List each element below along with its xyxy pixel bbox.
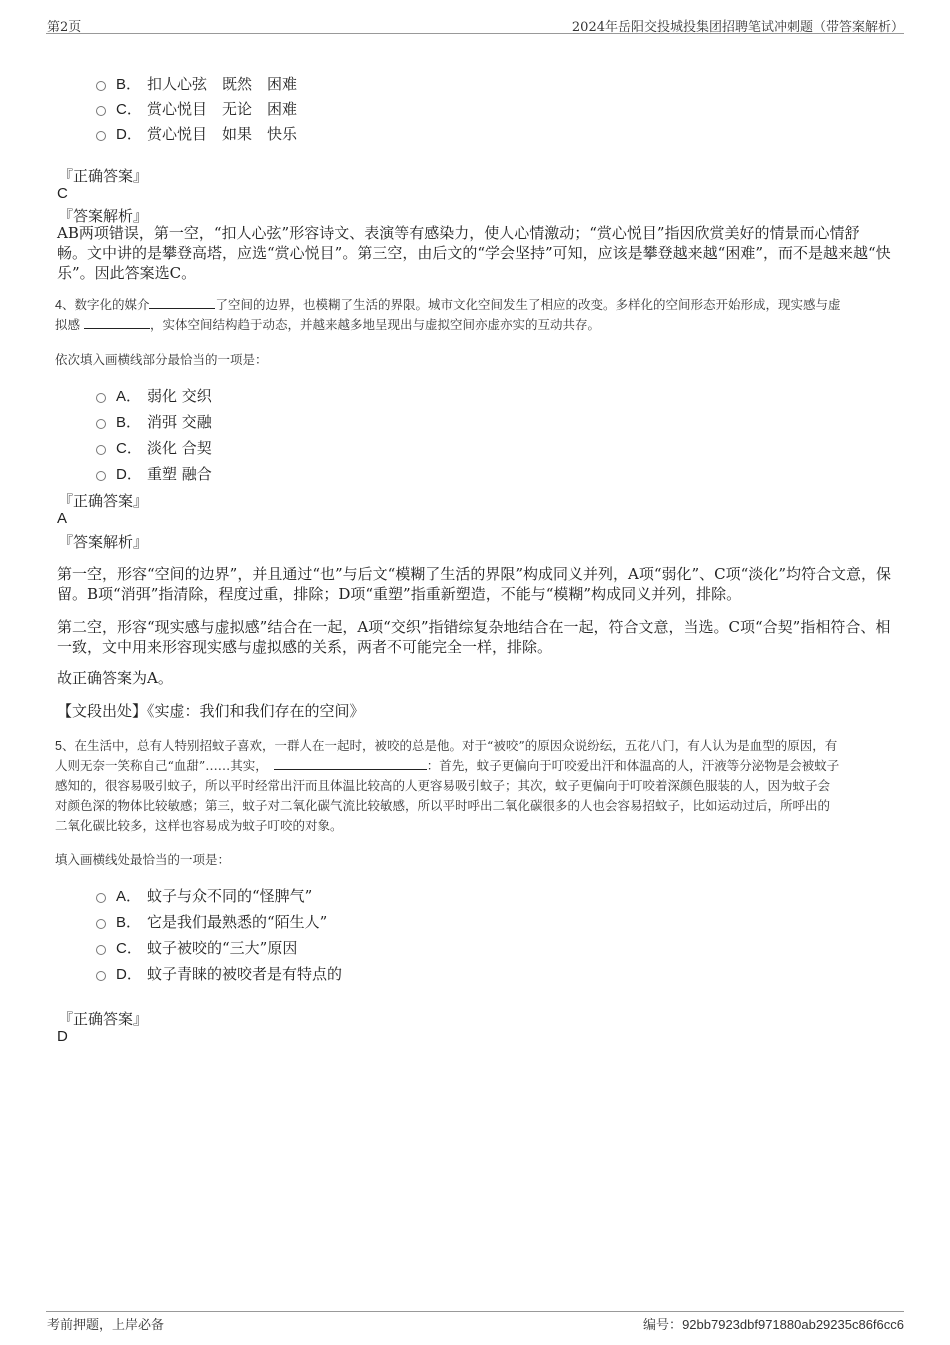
- q5-option-c[interactable]: C． 蚊子被咬的“三大”原因: [96, 935, 297, 959]
- radio-icon[interactable]: [96, 106, 106, 116]
- q4-analysis-para-2: 第二空，形容“现实感与虚拟感”结合在一起，A项“交织”指错综复杂地结合在一起，符合文意，当选。C项“合契”指相符合、相 一致，文中用来形容现实感与虚拟感的关系，两者不可能完全一样，排除。: [57, 618, 891, 656]
- document-code: 编号：92bb7923dbf971880ab29235c86f6cc6: [643, 1317, 904, 1333]
- q4-option-a[interactable]: A． 弱化 交织: [96, 383, 212, 407]
- q4-analysis-label: 『答案解析』: [58, 533, 149, 551]
- q4-stem: 4、数字化的媒介 了空间的边界，也模糊了生活的界限。城市文化空间发生了相应的改变。多样化的空间形态开始形成，现实感与虚 拟感 ，实体空间结构趋于动态，并越来越多地呈现出与虚拟空间亦虚亦实的互动共存。: [55, 297, 841, 332]
- blank-line: [149, 296, 215, 309]
- q3-option-d[interactable]: D． 赏心悦目 如果 快乐: [96, 121, 297, 145]
- radio-icon[interactable]: [96, 81, 106, 91]
- radio-icon[interactable]: [96, 471, 106, 481]
- radio-icon[interactable]: [96, 445, 106, 455]
- footer-divider: [46, 1311, 904, 1312]
- q3-option-b[interactable]: B． 扣人心弦 既然 困难: [96, 71, 297, 95]
- q5-option-a[interactable]: A． 蚊子与众不同的“怪脾气”: [96, 883, 312, 907]
- q4-answer-label: 『正确答案』: [58, 492, 149, 510]
- q4-option-c[interactable]: C． 淡化 合契: [96, 435, 212, 459]
- q4-option-b[interactable]: B． 消弭 交融: [96, 409, 212, 433]
- q5-prompt: 填入画横线处最恰当的一项是：: [55, 852, 231, 867]
- q3-option-c[interactable]: C． 赏心悦目 无论 困难: [96, 96, 297, 120]
- radio-icon[interactable]: [96, 945, 106, 955]
- q4-answer: A: [57, 510, 68, 527]
- q4-conclusion: 故正确答案为A。: [57, 669, 173, 687]
- q4-analysis-para-1: 第一空，形容“空间的边界”，并且通过“也”与后文“模糊了生活的界限”构成同义并列，A项“弱化”、C项“淡化”均符合文意，保 留。B项“消弭”指清除，程度过重，排除；D项“重塑”指重新塑造，不能与“模糊”构成同义并列，排除。: [57, 565, 891, 603]
- q3-answer-label: 『正确答案』: [58, 167, 149, 185]
- q4-option-d[interactable]: D． 重塑 融合: [96, 461, 212, 485]
- q5-answer: D: [57, 1028, 68, 1045]
- q3-answer: C: [57, 185, 68, 202]
- q4-prompt: 依次填入画横线部分最恰当的一项是：: [55, 352, 268, 367]
- q4-source: 【文段出处】《实虚：我们和我们存在的空间》: [57, 702, 365, 720]
- blank-line: [274, 757, 427, 770]
- radio-icon[interactable]: [96, 419, 106, 429]
- page-number: 第2页: [47, 20, 82, 35]
- radio-icon[interactable]: [96, 919, 106, 929]
- header-divider: [46, 33, 904, 34]
- radio-icon[interactable]: [96, 393, 106, 403]
- radio-icon[interactable]: [96, 131, 106, 141]
- footer-slogan: 考前押题，上岸必备: [47, 1318, 165, 1333]
- document-title: 2024年岳阳交投城投集团招聘笔试冲刺题（带答案解析）: [571, 20, 904, 35]
- radio-icon[interactable]: [96, 893, 106, 903]
- q3-analysis: AB两项错误，第一空，“扣人心弦”形容诗文、表演等有感染力，使人心情激动；“赏心悦目”指因欣赏美好的情景而心情舒 畅。文中讲的是攀登高塔，应选“赏心悦目”。第三空，由后文的“学会坚持”可知，应该是攀登越来越“困难”，而不是越来越“快 乐”。因此答案选C。: [57, 224, 891, 282]
- q5-option-b[interactable]: B． 它是我们最熟悉的“陌生人”: [96, 909, 327, 933]
- radio-icon[interactable]: [96, 971, 106, 981]
- q5-option-d[interactable]: D． 蚊子青睐的被咬者是有特点的: [96, 961, 342, 985]
- q3-analysis-label: 『答案解析』: [58, 207, 149, 225]
- q5-answer-label: 『正确答案』: [58, 1010, 149, 1028]
- q5-stem: 5、在生活中，总有人特别招蚊子喜欢，一群人在一起时，被咬的总是他。对于“被咬”的原因众说纷纭，五花八门，有人认为是血型的原因，有 人则无奈一笑称自己“血甜”……其实， ：首先，蚊子更偏向于叮咬爱出汗和体温高的人，汗液等分泌物是会被蚊子 感知的，很容易吸引蚊子，所以平时经常出汗而且体温比较高的人更容易吸引蚊子；其次，蚊子更偏向于叮咬着深颜色服装的人，因为蚊子会 对颜色深的物体比较敏感；第三，蚊子对二氧化碳气流比较敏感，所以平时呼出二氧化碳很多的人也会容易招蚊子，比如运动过后，所呼出的 二氧化碳比较多，这样也容易成为蚊子叮咬的对象。: [55, 738, 840, 833]
- blank-line: [84, 316, 150, 329]
